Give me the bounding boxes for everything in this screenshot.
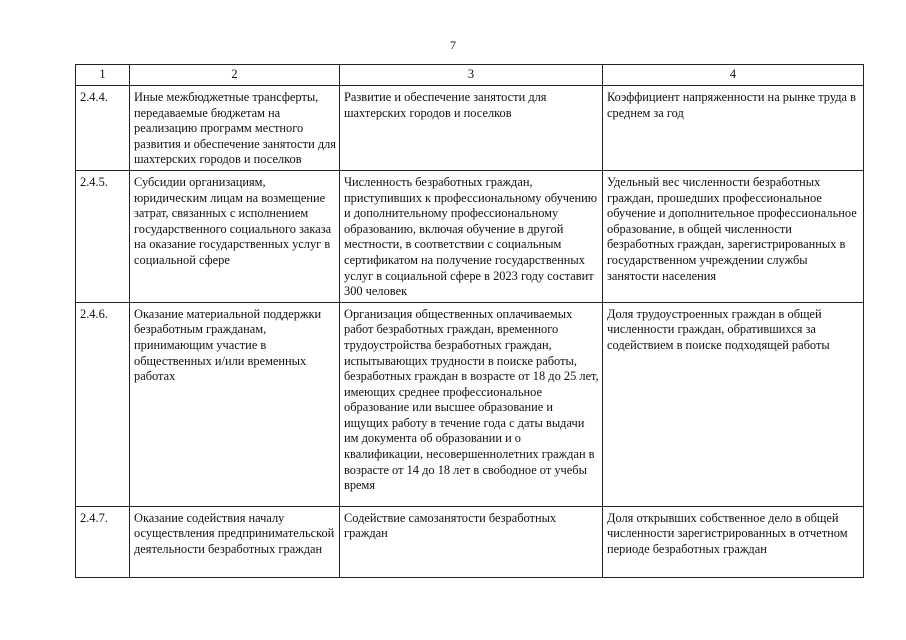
column-header-4: 4 [603,65,864,86]
column-header-2: 2 [130,65,340,86]
measure-name-cell: Оказание содействия началу осуществления предпринимательской деятельности безработных граждан [130,506,340,577]
measures-table [75,64,864,578]
table-header-row [76,65,864,86]
row-number-cell: 2.4.5. [76,170,130,302]
table-row [76,170,864,302]
measure-name-cell: Оказание материальной поддержки безработным гражданам, принимающим участие в общественных и/или временных работах [130,302,340,506]
table-row [76,86,864,171]
indicator-cell: Доля трудоустроенных граждан в общей численности граждан, обратившихся за содействием в поиске подходящей работы [603,302,864,506]
page-number: 7 [450,38,456,52]
table-row [76,506,864,577]
indicator-cell: Коэффициент напряженности на рынке труда в среднем за год [603,86,864,171]
indicator-cell: Удельный вес численности безработных граждан, прошедших профессиональное обучение и дополнительное профессиональное образование, в общей численности безработных граждан, зарегистрированных в государственном учреждении службы занятости населения [603,170,864,302]
expected-result-cell: Развитие и обеспечение занятости для шахтерских городов и поселков [340,86,603,171]
row-number-cell: 2.4.4. [76,86,130,171]
table-row [76,302,864,506]
row-number-cell: 2.4.6. [76,302,130,506]
expected-result-cell: Содействие самозанятости безработных граждан [340,506,603,577]
measure-name-cell: Иные межбюджетные трансферты, передаваемые бюджетам на реализацию программ местного развития и обеспечение занятости для шахтерских городов и поселков [130,86,340,171]
indicator-cell: Доля открывших собственное дело в общей численности зарегистрированных в отчетном периоде безработных граждан [603,506,864,577]
row-number-cell: 2.4.7. [76,506,130,577]
expected-result-cell: Организация общественных оплачиваемых работ безработных граждан, временного трудоустройства безработных граждан, испытывающих трудности в поиске работы, безработных граждан в возрасте от 18 до 25 лет, имеющих среднее профессиональное образование или высшее образование и ищущих работу в течение года с даты выдачи им документа об образовании и о квалификации, несовершеннолетних граждан в возрасте от 14 до 18 лет в свободное от учебы время [340,302,603,506]
expected-result-cell: Численность безработных граждан, приступивших к профессиональному обучению и дополнительному профессиональному образованию, включая обучение в другой местности, в соответствии с социальным сертификатом на получение государственных услуг в социальной сфере в 2023 году составит 300 человек [340,170,603,302]
column-header-1: 1 [76,65,130,86]
column-header-3: 3 [340,65,603,86]
measure-name-cell: Субсидии организациям, юридическим лицам на возмещение затрат, связанных с исполнением государственного социального заказа на оказание государственных услуг в социальной сфере [130,170,340,302]
